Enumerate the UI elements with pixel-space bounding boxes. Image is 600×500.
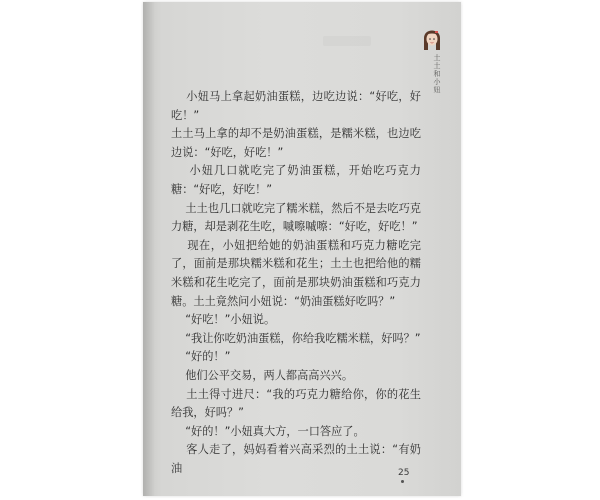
paragraph: “好的！”小妞真大方，一口答应了。	[171, 424, 365, 438]
paragraph: 土土马上拿的却不是奶油蛋糕，是糯米糕，也边吃边说：“好吃，好吃！”	[171, 127, 421, 159]
paragraph: “好吃！”小妞说。	[171, 313, 276, 327]
paragraph: 现在，小妞把给她的奶油蛋糕和巧克力糖吃完了，面前是那块糯米糕和花生；土土也把给他的糯米糕和花生吃完了，面前是那块奶油蛋糕和巧克力糖。土土竟然问小妞说：“奶油蛋糕好吃吗？”	[171, 238, 421, 308]
paragraph: 小妞几口就吃完了奶油蛋糕，开始吃巧克力糖：“好吃，好吃！”	[171, 164, 421, 196]
paragraph: 土土也几口就吃完了糯米糕，然后不是去吃巧克力糖，却是剥花生吃，嘁嚓嘁嚓：“好吃，好吃！”	[171, 201, 421, 234]
paragraph: “好的！”	[171, 350, 231, 364]
book-page	[143, 2, 461, 496]
page-number: 25	[398, 468, 410, 478]
faint-header-mark	[323, 36, 371, 46]
paragraph: “我让你吃奶油蛋糕，你给我吃糯米糕，好吗？”	[171, 331, 421, 345]
series-label: 土土和小妞	[433, 54, 441, 94]
paragraph: 小妞马上拿起奶油蛋糕，边吃边说：“好吃，好吃！”	[171, 90, 421, 122]
page-number-dot	[401, 480, 404, 483]
paragraph: 客人走了，妈妈看着兴高采烈的土土说：“有奶油	[171, 443, 421, 475]
story-text	[171, 88, 421, 478]
girl-face-icon	[421, 24, 443, 52]
paragraph: 他们公平交易，两人都高高兴兴。	[171, 368, 354, 382]
paragraph: 土土得寸进尺：“我的巧克力糖给你，你的花生给我，好吗？”	[171, 387, 421, 420]
